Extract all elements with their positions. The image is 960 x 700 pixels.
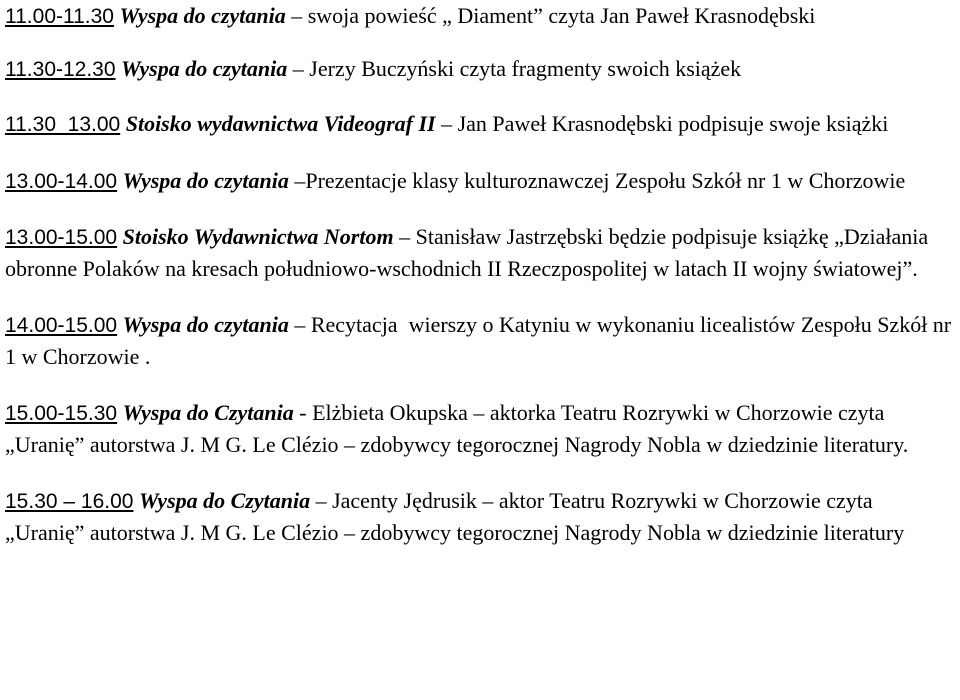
entry-venue: Wyspa do czytania <box>121 56 288 81</box>
entry-venue: Wyspa do czytania <box>122 312 289 337</box>
schedule-entry <box>5 485 955 548</box>
entry-description: - Elżbieta Okupska – aktorka Teatru Rozrywki w Chorzowie czyta „Uranię” autorstwa J. M G. Le Clézio – zdobywcy tegorocznej Nagrody Nobla w dziedzinie literatury. <box>5 400 909 457</box>
event-schedule <box>5 0 955 573</box>
entry-time: 14.00-15.00 <box>5 314 118 337</box>
entry-venue: Stoisko wydawnictwa Videograf II <box>125 111 436 136</box>
entry-description: – Stanisław Jastrzębski będzie podpisuje książkę „Działania obronne Polaków na kresach południowo-wschodnich II Rzeczpospolitej w latach II wojny światowej”. <box>5 224 929 281</box>
entry-time: 11.00-11.30 <box>5 5 114 28</box>
schedule-entry <box>5 309 955 372</box>
entry-description: – Jacenty Jędrusik – aktor Teatru Rozrywki w Chorzowie czyta „Uranię” autorstwa J. M G. Le Clézio – zdobywcy tegorocznej Nagrody Nobla w dziedzinie literatury <box>5 488 905 545</box>
entry-venue: Wyspa do Czytania <box>122 400 294 425</box>
schedule-entry <box>5 108 955 140</box>
entry-time: 15.30 – 16.00 <box>5 490 134 513</box>
entry-description: – swoja powieść „ Diament” czyta Jan Paweł Krasnodębski <box>285 3 816 28</box>
entry-time: 11.30 13.00 <box>5 113 121 136</box>
schedule-entry <box>5 53 955 85</box>
entry-venue: Stoisko Wydawnictwa Nortom <box>122 224 394 249</box>
schedule-entry <box>5 165 955 197</box>
entry-description: – Jerzy Buczyński czyta fragmenty swoich książek <box>287 56 742 81</box>
schedule-entry <box>5 0 955 32</box>
entry-venue: Wyspa do czytania <box>119 3 286 28</box>
entry-description: –Prezentacje klasy kulturoznawczej Zespołu Szkół nr 1 w Chorzowie <box>288 168 906 193</box>
entry-time: 15.00-15.30 <box>5 402 118 425</box>
entry-description: – Recytacja wierszy o Katyniu w wykonaniu licealistów Zespołu Szkół nr 1 w Chorzowie . <box>5 312 957 369</box>
entry-venue: Wyspa do Czytania <box>138 488 311 513</box>
entry-venue: Wyspa do czytania <box>122 168 289 193</box>
schedule-entry <box>5 221 955 284</box>
entry-time: 13.00-14.00 <box>5 170 118 193</box>
schedule-entry <box>5 397 955 460</box>
entry-description: – Jan Paweł Krasnodębski podpisuje swoje książki <box>435 111 889 136</box>
entry-time: 13.00-15.00 <box>5 226 118 249</box>
entry-time: 11.30-12.30 <box>5 58 116 81</box>
